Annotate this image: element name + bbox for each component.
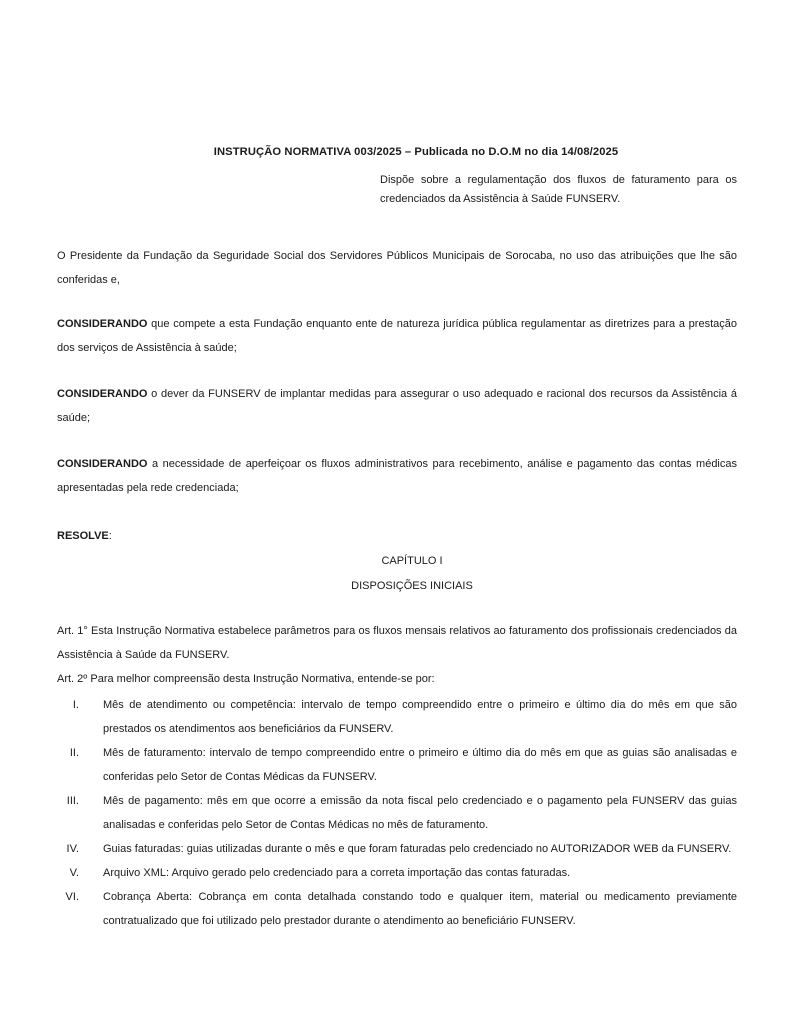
considerando-paragraph-2 xyxy=(57,382,737,430)
considerando-label-3: CONSIDERANDO xyxy=(57,458,148,470)
considerando-label-2: CONSIDERANDO xyxy=(57,388,148,400)
definition-numeral-1: I. xyxy=(72,699,79,711)
definition-item-5 xyxy=(57,861,737,885)
definition-item-1 xyxy=(57,693,737,741)
definition-item-6 xyxy=(57,885,737,933)
definition-text-5: Arquivo XML: Arquivo gerado pelo credenciado para a correta importação das contas faturadas. xyxy=(103,867,571,879)
resolve-label: RESOLVE xyxy=(57,530,109,542)
definition-text-1: Mês de atendimento ou competência: intervalo de tempo compreendido entre o primeiro e último dia do mês em que são prestados os atendimentos aos beneficiários da FUNSERV. xyxy=(103,699,737,735)
definition-text-6: Cobrança Aberta: Cobrança em conta detalhada constando todo e qualquer item, material ou medicamento previamente contratualizado que foi utilizado pelo prestador durante o atendimento ao beneficiário FUNSERV. xyxy=(103,891,737,927)
considerando-paragraph-3 xyxy=(57,452,737,500)
definition-text-2: Mês de faturamento: intervalo de tempo compreendido entre o primeiro e último dia do mês em que as guias são analisadas e conferidas pelo Setor de Contas Médicas da FUNSERV. xyxy=(103,747,737,783)
definition-numeral-5: V. xyxy=(69,867,79,879)
definition-item-2 xyxy=(57,741,737,789)
article-2-paragraph: Art. 2º Para melhor compreensão desta Instrução Normativa, entende-se por: xyxy=(57,673,435,685)
definition-numeral-4: IV. xyxy=(66,843,79,855)
epigraph: Dispõe sobre a regulamentação dos fluxos de faturamento para os credenciados da Assistência à Saúde FUNSERV. xyxy=(380,174,737,205)
chapter-heading: CAPÍTULO I xyxy=(381,555,443,567)
definition-numeral-3: III. xyxy=(66,795,79,807)
considerando-text-2: o dever da FUNSERV de implantar medidas para assegurar o uso adequado e racional dos recursos da Assistência á saúde; xyxy=(57,388,737,424)
definitions-list xyxy=(57,693,737,933)
resolve-punctuation: : xyxy=(108,530,112,542)
definition-numeral-2: II. xyxy=(69,747,79,759)
resolve-clause xyxy=(57,524,737,548)
definition-text-4: Guias faturadas: guias utilizadas durante o mês e que foram faturadas pelo credenciado no AUTORIZADOR WEB da FUNSERV. xyxy=(103,843,732,855)
definition-numeral-6: VI. xyxy=(65,891,79,903)
considerando-paragraph-1 xyxy=(57,312,737,360)
considerando-label-1: CONSIDERANDO xyxy=(57,318,148,330)
considerando-text-3: a necessidade de aperfeiçoar os fluxos administrativos para recebimento, análise e pagamento das contas médicas apresentadas pela rede credenciada; xyxy=(57,458,737,494)
preamble-paragraph: O Presidente da Fundação da Seguridade Social dos Servidores Públicos Municipais de Sorocaba, no uso das atribuições que lhe são conferidas e, xyxy=(57,250,737,286)
definition-item-4 xyxy=(57,837,737,861)
definition-text-3: Mês de pagamento: mês em que ocorre a emissão da nota fiscal pelo credenciado e o pagamento pela FUNSERV das guias analisadas e conferidas pelo Setor de Contas Médicas no mês de faturamento. xyxy=(103,795,737,831)
article-1-paragraph: Art. 1° Esta Instrução Normativa estabelece parâmetros para os fluxos mensais relativos ao faturamento dos profissionais credenciados da Assistência à Saúde da FUNSERV. xyxy=(57,625,737,661)
chapter-subheading: DISPOSIÇÕES INICIAIS xyxy=(351,580,473,592)
document-title: INSTRUÇÃO NORMATIVA 003/2025 – Publicada no D.O.M no dia 14/08/2025 xyxy=(213,146,619,158)
considerando-text-1: que compete a esta Fundação enquanto ente de natureza jurídica pública regulamentar as diretrizes para a prestação dos serviços de Assistência à saúde; xyxy=(57,318,737,354)
definition-item-3 xyxy=(57,789,737,837)
